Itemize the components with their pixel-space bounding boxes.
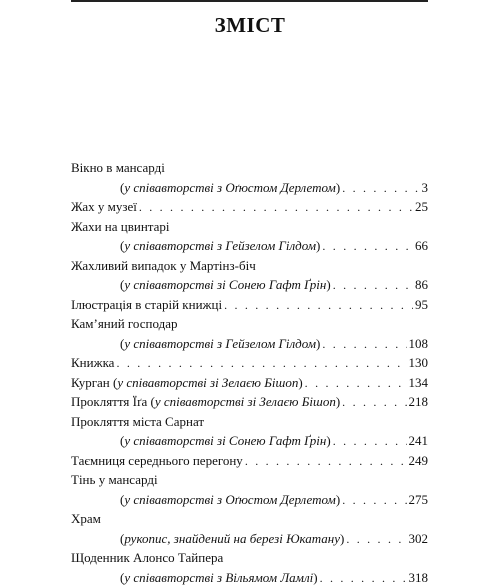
toc-entry-subline[interactable] — [71, 236, 428, 256]
dot-leader — [346, 530, 406, 550]
toc-coauthor: (у співавторстві зі Сонею Гафт Ґрін) — [120, 431, 331, 451]
toc-entry-subline[interactable] — [71, 490, 428, 510]
toc-title: Тінь у мансарді — [71, 470, 158, 490]
dot-leader — [224, 296, 413, 316]
toc-entry[interactable] — [71, 509, 428, 529]
toc-title: Храм — [71, 509, 101, 529]
dot-leader — [305, 374, 407, 394]
dot-leader — [320, 569, 407, 588]
toc-entry[interactable] — [71, 158, 428, 178]
toc-page-number: 275 — [409, 490, 429, 510]
toc-entry[interactable] — [71, 412, 428, 432]
toc-coauthor: (у співавторстві зі Сонею Гафт Ґрін) — [120, 275, 331, 295]
toc-coauthor: (рукопис, знайдений на березі Юкатану) — [120, 529, 344, 549]
toc-page-number: 249 — [409, 451, 429, 471]
toc-title: Прокляття міста Сарнат — [71, 412, 204, 432]
toc-coauthor: (у співавторстві з Вільямом Ламлі) — [120, 568, 318, 588]
toc-entry[interactable] — [71, 314, 428, 334]
toc-entry-subline[interactable] — [71, 334, 428, 354]
toc-entry[interactable] — [71, 392, 428, 412]
dot-leader — [342, 393, 406, 413]
toc-title: Книжка — [71, 353, 114, 373]
toc-entry[interactable] — [71, 256, 428, 276]
toc-page-number: 241 — [409, 431, 429, 451]
dot-leader — [322, 335, 406, 355]
toc-title: Ілюстрація в старій книжці — [71, 295, 222, 315]
toc-coauthor: (у співавторстві з Гейзелом Гілдом) — [120, 236, 320, 256]
toc-coauthor: (у співавторстві з Оґюстом Дерлетом) — [120, 178, 340, 198]
toc-page-number: 218 — [409, 392, 429, 412]
toc-page-number: 86 — [415, 275, 428, 295]
toc-coauthor: (у співавторстві з Оґюстом Дерлетом) — [120, 490, 340, 510]
toc-title: Жахи на цвинтарі — [71, 217, 170, 237]
toc-page-number: 318 — [409, 568, 429, 588]
toc-page-number: 130 — [409, 353, 429, 373]
dot-leader — [342, 491, 406, 511]
toc-page-number: 3 — [422, 178, 429, 198]
toc-entry-subline[interactable] — [71, 529, 428, 549]
dot-leader — [245, 452, 407, 472]
dot-leader — [342, 179, 419, 199]
toc-entry[interactable] — [71, 548, 428, 568]
toc-title: Вікно в мансарді — [71, 158, 165, 178]
toc-page-number: 108 — [409, 334, 429, 354]
dot-leader — [139, 198, 413, 218]
toc-title: Курган (у співавторстві зі Зелаєю Бішоп) — [71, 373, 303, 393]
toc-title: Кам’яний господар — [71, 314, 178, 334]
toc-entry[interactable] — [71, 470, 428, 490]
top-rule — [71, 0, 428, 2]
dot-leader — [116, 354, 406, 374]
page-title: ЗМІСТ — [0, 13, 500, 38]
toc-title: Щоденник Алонсо Тайпера — [71, 548, 223, 568]
toc-title: Прокляття Їґа (у співавторстві зі Зелаєю Бішоп) — [71, 392, 340, 412]
toc-title: Жах у музеї — [71, 197, 137, 217]
toc-entry-subline[interactable] — [71, 275, 428, 295]
toc-page-number: 134 — [409, 373, 429, 393]
table-of-contents — [71, 158, 428, 587]
toc-entry-subline[interactable] — [71, 431, 428, 451]
toc-entry-subline[interactable] — [71, 568, 428, 588]
toc-page-number: 66 — [415, 236, 428, 256]
toc-entry-subline[interactable] — [71, 178, 428, 198]
toc-page-number: 302 — [409, 529, 429, 549]
toc-entry[interactable] — [71, 197, 428, 217]
dot-leader — [333, 276, 413, 296]
toc-entry[interactable] — [71, 451, 428, 471]
toc-coauthor: (у співавторстві з Гейзелом Гілдом) — [120, 334, 320, 354]
toc-page-number: 95 — [415, 295, 428, 315]
dot-leader — [322, 237, 413, 257]
toc-entry[interactable] — [71, 217, 428, 237]
toc-title: Жахливий випадок у Мартінз-біч — [71, 256, 256, 276]
toc-entry[interactable] — [71, 295, 428, 315]
dot-leader — [333, 432, 407, 452]
toc-entry[interactable] — [71, 373, 428, 393]
toc-page-number: 25 — [415, 197, 428, 217]
toc-title: Таємниця середнього перегону — [71, 451, 243, 471]
toc-entry[interactable] — [71, 353, 428, 373]
